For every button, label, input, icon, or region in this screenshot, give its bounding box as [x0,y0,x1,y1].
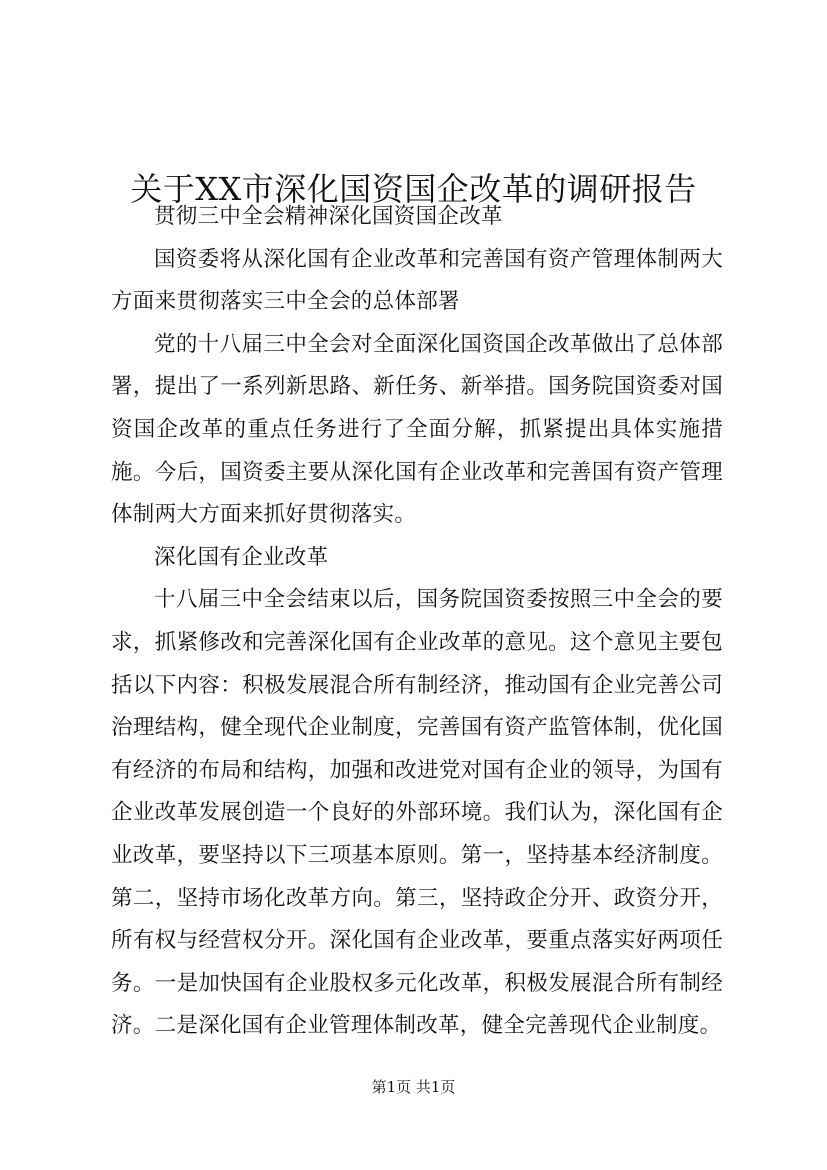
section-heading-2: 深化国有企业改革 [154,544,329,570]
document-title: 关于XX市深化国资国企改革的调研报告 [130,170,697,209]
body-paragraph-2: 十八届三中全会结束以后，国务院国资委按照三中全会的要求，抓紧修改和完善深化国有企业改革的意见。这个意见主要包括以下内容：积极发展混合所有制经济，推动国有企业完善公司治理结构，健全现代企业制度，完善国有资产监管体制，优化国有经济的布局和结构，加强和改进党对国有企业的领导，为国有企业改革发展创造一个良好的外部环境。我们认为，深化国有企业改革，要坚持以下三项基本原则。第一，坚持基本经济制度。第二，坚持市场化改革方向。第三，坚持政企分开、政资分开，所有权与经营权分开。深化国有企业改革，要重点落实好两项任务。一是加快国有企业股权多元化改革，积极发展混合所有制经济。二是深化国有企业管理体制改革，健全完善现代企业制度。 [111,587,723,1039]
body-paragraph-1: 党的十八届三中全会对全面深化国资国企改革做出了总体部署，提出了一系列新思路、新任务、新举措。国务院国资委对国资国企改革的重点任务进行了全面分解，抓紧提出具体实施措施。今后，国资委主要从深化国有企业改革和完善国有资产管理体制两大方面来抓好贯彻落实。 [111,331,723,528]
page-number-footer: 第1页 共1页 [371,1078,456,1096]
document-body [111,196,723,1048]
section-subheading: 国资委将从深化国有企业改革和完善国有资产管理体制两大方面来贯彻落实三中全会的总体部署 [111,246,723,315]
section-heading-1: 贯彻三中全会精神深化国资国企改革 [154,204,503,229]
